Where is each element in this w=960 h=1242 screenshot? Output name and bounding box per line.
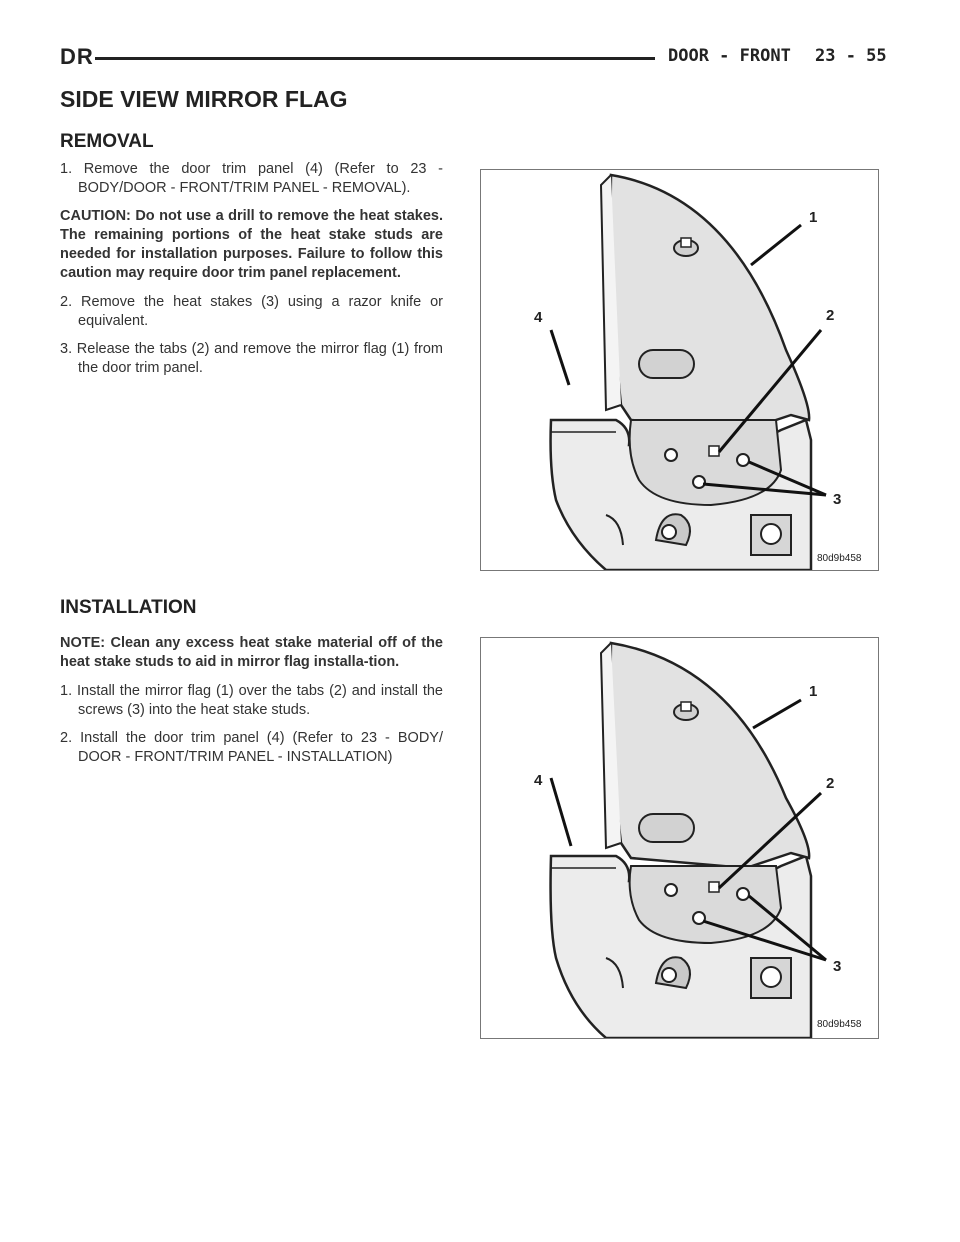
mirror-flag	[611, 175, 809, 430]
installation-step-2: 2. Install the door trim panel (4) (Refer to 23 - BODY/ DOOR - FRONT/TRIM PANEL - INSTALLATION)	[60, 730, 443, 765]
callout-3: 3	[833, 958, 842, 975]
removal-figure	[480, 169, 879, 571]
removal-step-1: 1. Remove the door trim panel (4) (Refer to 23 - BODY/DOOR - FRONT/TRIM PANEL - REMOVAL).	[60, 161, 443, 196]
section-title: DOOR - FRONT	[668, 46, 791, 66]
removal-heading: REMOVAL	[60, 131, 154, 152]
removal-section	[60, 160, 443, 387]
manual-id: DR	[60, 44, 94, 69]
installation-heading: INSTALLATION	[60, 597, 197, 618]
installation-figure	[480, 637, 879, 1039]
header-rule	[95, 57, 655, 60]
callout-4: 4	[534, 772, 543, 789]
callout-3: 3	[833, 491, 842, 508]
installation-section	[60, 634, 443, 776]
figure-id: 80d9b458	[817, 1019, 862, 1030]
page-number: 23 - 55	[815, 46, 887, 66]
mirror-flag-illustration	[481, 170, 878, 570]
figure-id: 80d9b458	[817, 553, 862, 564]
callout-4: 4	[534, 309, 543, 326]
flag-slot	[639, 350, 694, 378]
mirror-flag-illustration	[481, 638, 878, 1038]
removal-step-3: 3. Release the tabs (2) and remove the mirror flag (1) from the door trim panel.	[60, 341, 443, 376]
callout-1: 1	[809, 209, 818, 226]
removal-caution: CAUTION: Do not use a drill to remove the heat stakes. The remaining portions of the heat stake studs are needed for installation purposes. Failure to follow this caution may require door trim panel replacement.	[60, 208, 443, 281]
callout-2: 2	[826, 775, 835, 792]
installation-step-1: 1. Install the mirror flag (1) over the tabs (2) and install the screws (3) into the heat stake studs.	[60, 683, 443, 718]
callout-1: 1	[809, 683, 818, 700]
page-title: SIDE VIEW MIRROR FLAG	[60, 86, 348, 112]
removal-step-2: 2. Remove the heat stakes (3) using a razor knife or equivalent.	[60, 294, 443, 329]
installation-note: NOTE: Clean any excess heat stake material off of the heat stake studs to aid in mirror flag installa-tion.	[60, 635, 443, 670]
flag-slot	[639, 814, 694, 842]
callout-2: 2	[826, 307, 835, 324]
